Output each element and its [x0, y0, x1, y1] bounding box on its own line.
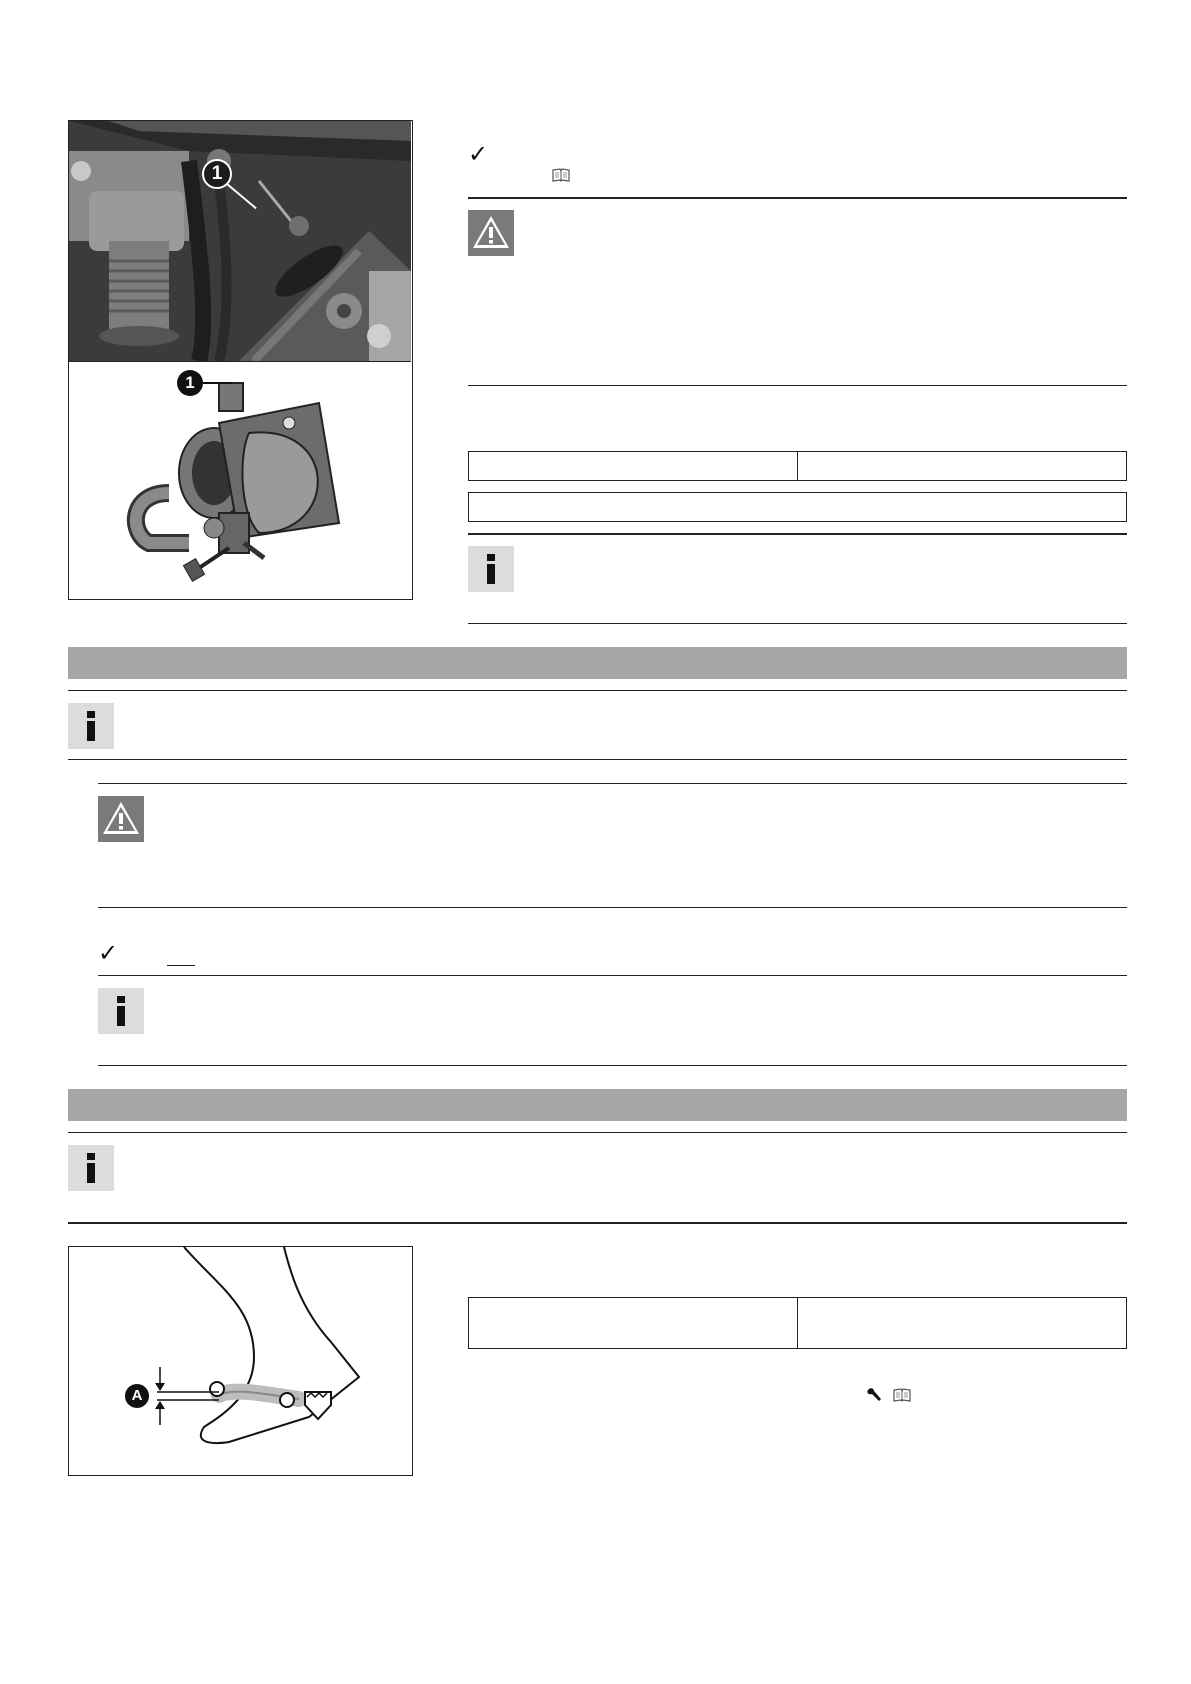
throttle-body-drawing — [69, 363, 411, 599]
divider — [68, 759, 1127, 760]
manual-reference-icon — [893, 1388, 911, 1402]
warning-icon — [468, 210, 514, 256]
callout-1-drawing: 1 — [177, 370, 203, 396]
divider — [68, 1132, 1127, 1133]
condition-check-mark: ✓ — [98, 940, 119, 967]
divider — [468, 197, 1127, 199]
info-icon — [468, 546, 514, 592]
spec-cell-value — [797, 1298, 1126, 1348]
spec-cell-label — [469, 1298, 797, 1348]
spec-cell-value — [797, 452, 1126, 480]
manual-reference-icon — [552, 168, 570, 182]
callout-a: A — [125, 1384, 149, 1408]
divider — [468, 385, 1127, 386]
divider — [68, 1222, 1127, 1224]
brake-pedal-illustration — [69, 1247, 411, 1475]
throttle-body-illustration — [69, 363, 411, 599]
spec-table-row-full — [468, 492, 1127, 522]
info-icon — [98, 988, 144, 1034]
divider — [468, 623, 1127, 624]
spec-table-row — [468, 451, 1127, 481]
callout-1-photo: 1 — [202, 159, 232, 189]
info-icon — [68, 1145, 114, 1191]
divider — [98, 907, 1127, 908]
spec-cell-wide — [469, 493, 1126, 521]
figure-brake-pedal — [68, 1246, 413, 1476]
divider — [68, 690, 1127, 691]
spec-table-row — [468, 1297, 1127, 1349]
engine-photo — [69, 121, 411, 362]
section-header-band — [68, 647, 1127, 679]
divider — [98, 783, 1127, 784]
warning-icon — [98, 796, 144, 842]
figure-throttle-body — [68, 120, 413, 600]
divider — [98, 975, 1127, 976]
underline-mark — [167, 965, 195, 966]
info-icon — [68, 703, 114, 749]
condition-check-mark: ✓ — [468, 141, 489, 168]
divider — [98, 1065, 1127, 1066]
spec-cell-label — [469, 452, 797, 480]
callout-1-drawing-leader — [202, 382, 232, 384]
divider — [468, 533, 1127, 535]
section-header-band — [68, 1089, 1127, 1121]
wrench-icon — [866, 1387, 884, 1403]
engine-photo-illustration — [69, 121, 411, 361]
